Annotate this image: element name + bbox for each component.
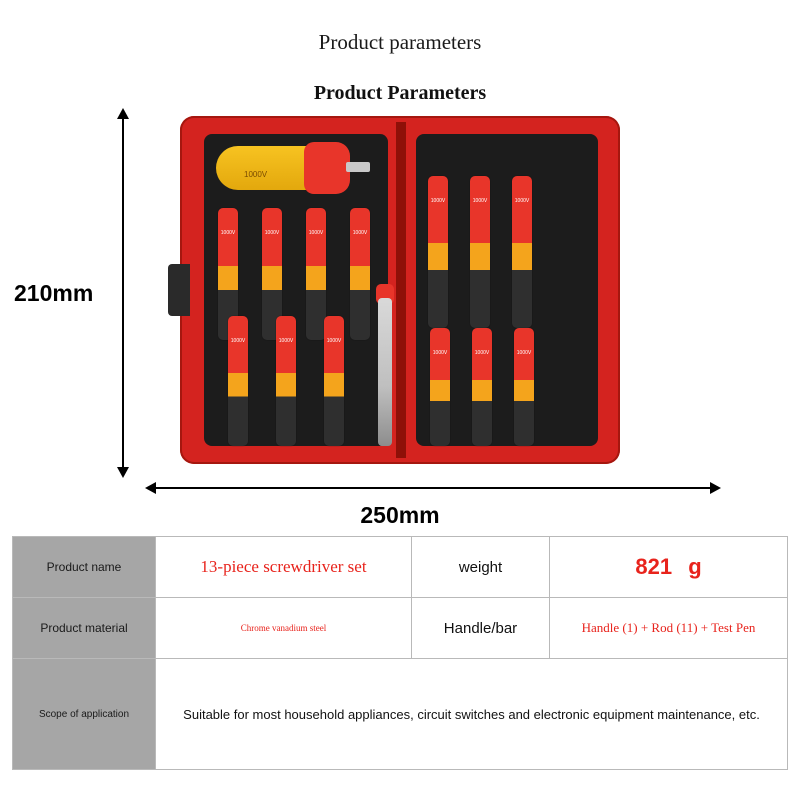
blade-voltage-label: 1000V [308, 230, 324, 236]
blade-voltage-label: 1000V [472, 198, 488, 204]
test-pen [378, 298, 392, 446]
blade-voltage-label: 1000V [264, 230, 280, 236]
cell-product-name-value: 13-piece screwdriver set [156, 537, 412, 598]
blade-voltage-label: 1000V [220, 230, 236, 236]
screwdriver-blade [430, 328, 450, 446]
cell-product-name-label: Product name [13, 537, 156, 598]
screwdriver-blade [512, 176, 532, 328]
cell-weight-value [550, 537, 788, 598]
screwdriver-blade [514, 328, 534, 446]
screwdriver-blade [324, 316, 344, 446]
blade-voltage-label: 1000V [352, 230, 368, 236]
page-title: Product parameters [318, 30, 482, 54]
screwdriver-blade [228, 316, 248, 446]
product-image [180, 116, 620, 464]
screwdriver-blade [350, 208, 370, 340]
weight-number: 821 [635, 554, 673, 579]
blade-voltage-label: 1000V [474, 350, 490, 356]
height-dimension-arrow [122, 118, 124, 468]
screwdriver-blade [306, 208, 326, 340]
cell-weight-label: weight [412, 537, 550, 598]
table-row [13, 659, 788, 770]
blade-voltage-label: 1000V [514, 198, 530, 204]
blade-voltage-label: 1000V [430, 198, 446, 204]
screwdriver-blade [472, 328, 492, 446]
width-dimension-label: 250mm [360, 502, 440, 528]
cell-product-material-value: Chrome vanadium steel [156, 598, 412, 659]
handle-voltage-label: 1000V [244, 170, 268, 179]
cell-scope-label: Scope of application [13, 659, 156, 770]
screwdriver-handle [216, 140, 366, 200]
weight-unit: g [688, 554, 702, 579]
blade-voltage-label: 1000V [230, 338, 246, 344]
table-row [13, 537, 788, 598]
blade-voltage-label: 1000V [278, 338, 294, 344]
cell-handle-bar-value: Handle (1) + Rod (11) + Test Pen [550, 598, 788, 659]
screwdriver-blade [428, 176, 448, 328]
height-dimension-label: 210mm [14, 280, 94, 306]
specification-table [12, 536, 788, 770]
blade-voltage-label: 1000V [432, 350, 448, 356]
blade-voltage-label: 1000V [326, 338, 342, 344]
page-subtitle: Product Parameters [313, 82, 487, 104]
handle-collar [304, 142, 350, 194]
cell-handle-bar-label: Handle/bar [412, 598, 550, 659]
case-latch-icon [168, 264, 190, 316]
table-row [13, 598, 788, 659]
case-hinge [396, 122, 406, 458]
cell-scope-value: Suitable for most household appliances, circuit switches and electronic equipment maintenance, etc. [156, 659, 788, 770]
cell-product-material-label: Product material [13, 598, 156, 659]
screwdriver-blade [276, 316, 296, 446]
screwdriver-blade [470, 176, 490, 328]
handle-shaft [346, 162, 370, 172]
blade-voltage-label: 1000V [516, 350, 532, 356]
width-dimension-arrow [155, 487, 711, 489]
